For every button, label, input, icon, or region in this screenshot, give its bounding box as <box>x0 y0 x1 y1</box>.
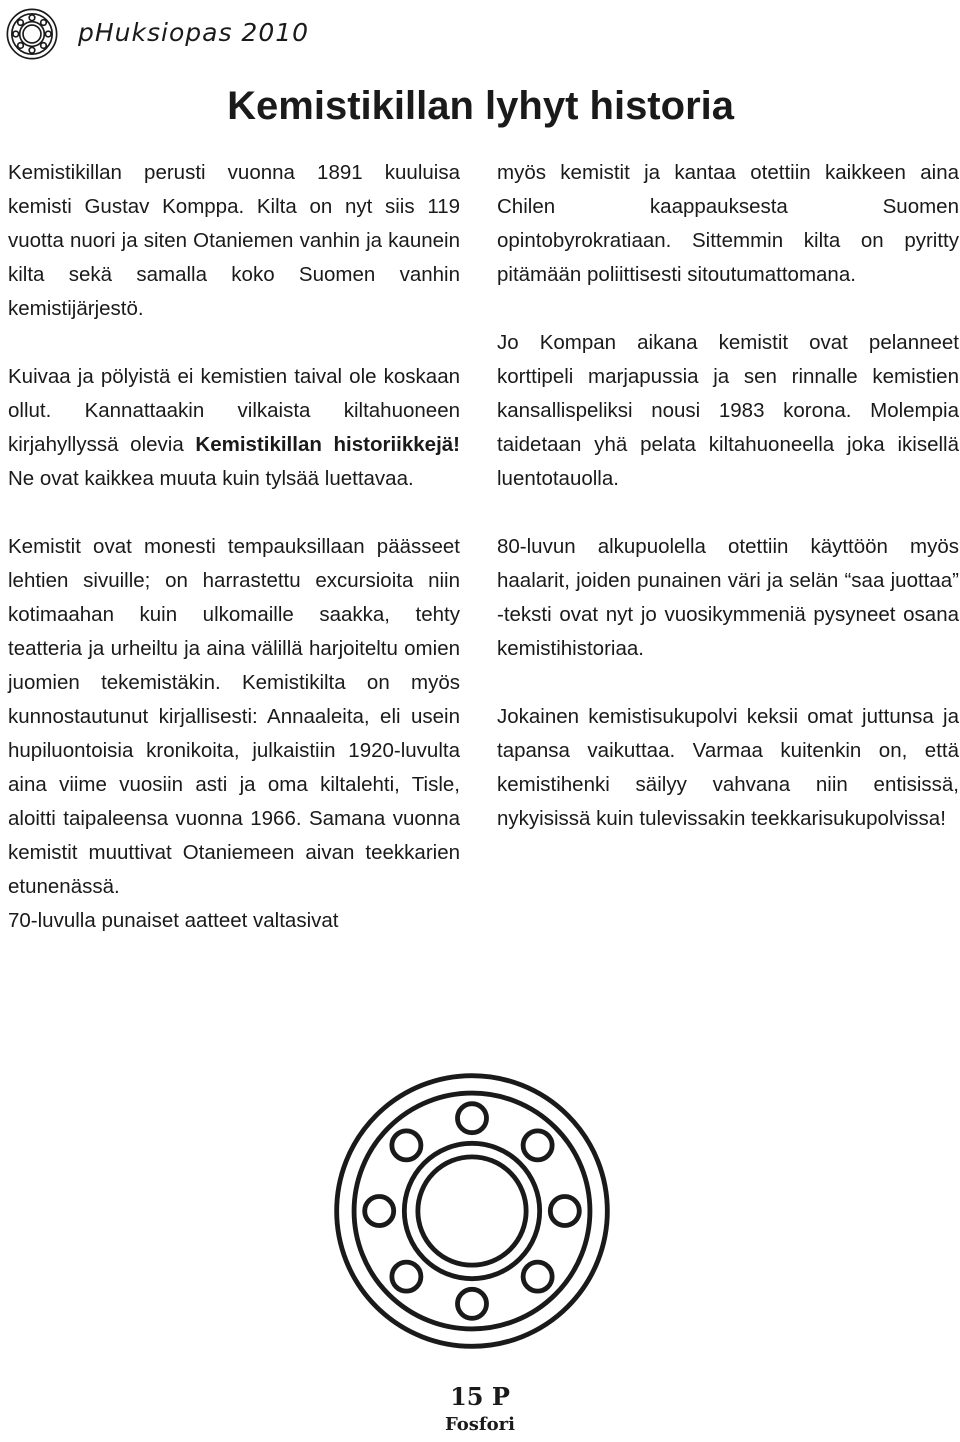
paragraph <box>8 360 460 496</box>
paragraph: myös kemistit ja kantaa otettiin kaikkeen aina Chilen kaappauksesta Suomen opintobyrokratiaan. Sittemmin kilta on pyritty pitämään poliittisesti sitoutumattomana. <box>497 161 959 286</box>
right-column <box>497 156 959 836</box>
paragraph: Jo Kompan aikana kemistit ovat pelanneet korttipeli marjapussia ja sen rinnalle kemistien kansallispeliksi nousi 1983 korona. Molempia taidetaan yhä pelata kiltahuoneella joka ikisellä luentotauolla. <box>497 331 959 490</box>
paragraph: 70-luvulla punaiset aatteet valtasivat <box>8 909 339 932</box>
historiikki-emphasis: Kemistikillan historiikkejä! <box>195 433 460 456</box>
paragraph: Kemistit ovat monesti tempauksillaan päässeet lehtien sivuille; on harrastettu excursioita niin kotimaahan kuin ulkomaille saakka, tehty teatteria ja urheiltu ja aina välillä harjoiteltu omien juomien tekemistäkin. Kemistikilta on myös kunnostautunut kirjallisesti: Annaaleita, eli usein hupiluontoisia kronikoita, julkaistiin 1920-luvulta aina viime vuosiin asti ja oma kiltalehti, Tisle, aloitti taipaleensa vuonna 1966. Samana vuonna kemistit muuttivat Otaniemeen aivan teekkarien etunenässä. <box>8 535 460 898</box>
guild-ring-logo-icon <box>327 1066 617 1356</box>
page-number: 15 P <box>450 1382 510 1411</box>
paragraph: Kemistikillan perusti vuonna 1891 kuuluisa kemisti Gustav Komppa. Kilta on nyt siis 119 vuotta nuori ja siten Otaniemen vanhin ja kaunein kilta sekä samalla koko Suomen vanhin kemistijärjestö. <box>8 161 460 320</box>
paragraph-text: Kuivaa ja pölyistä ei kemistien taival ole koskaan ollut. Kannattaakin vilkaista kiltahuoneen kirjahyllyssä olevia <box>8 365 460 456</box>
article-title: Kemistikillan lyhyt historia <box>227 84 734 128</box>
guild-ring-logo-icon <box>4 6 60 62</box>
header-title: pHuksiopas 2010 <box>78 18 310 47</box>
magazine-name: Fosfori <box>444 1414 515 1435</box>
paragraph: 80-luvun alkupuolella otettiin käyttöön myös haalarit, joiden punainen väri ja selän “saa juottaa” -teksti ovat nyt jo vuosikymmeniä pysyneet osana kemistihistoriaa. <box>497 535 959 660</box>
left-column <box>8 156 460 938</box>
page-header <box>0 0 960 70</box>
paragraph: Jokainen kemistisukupolvi keksii omat juttunsa ja tapansa vaikuttaa. Varmaa kuitenkin on, että kemistihenki säilyy vahvana niin entisissä, nykyisissä kuin tulevissakin teekkarisukupolvissa! <box>497 705 959 830</box>
paragraph-text: Ne ovat kaikkea muuta kuin tylsää luettavaa. <box>8 467 414 490</box>
